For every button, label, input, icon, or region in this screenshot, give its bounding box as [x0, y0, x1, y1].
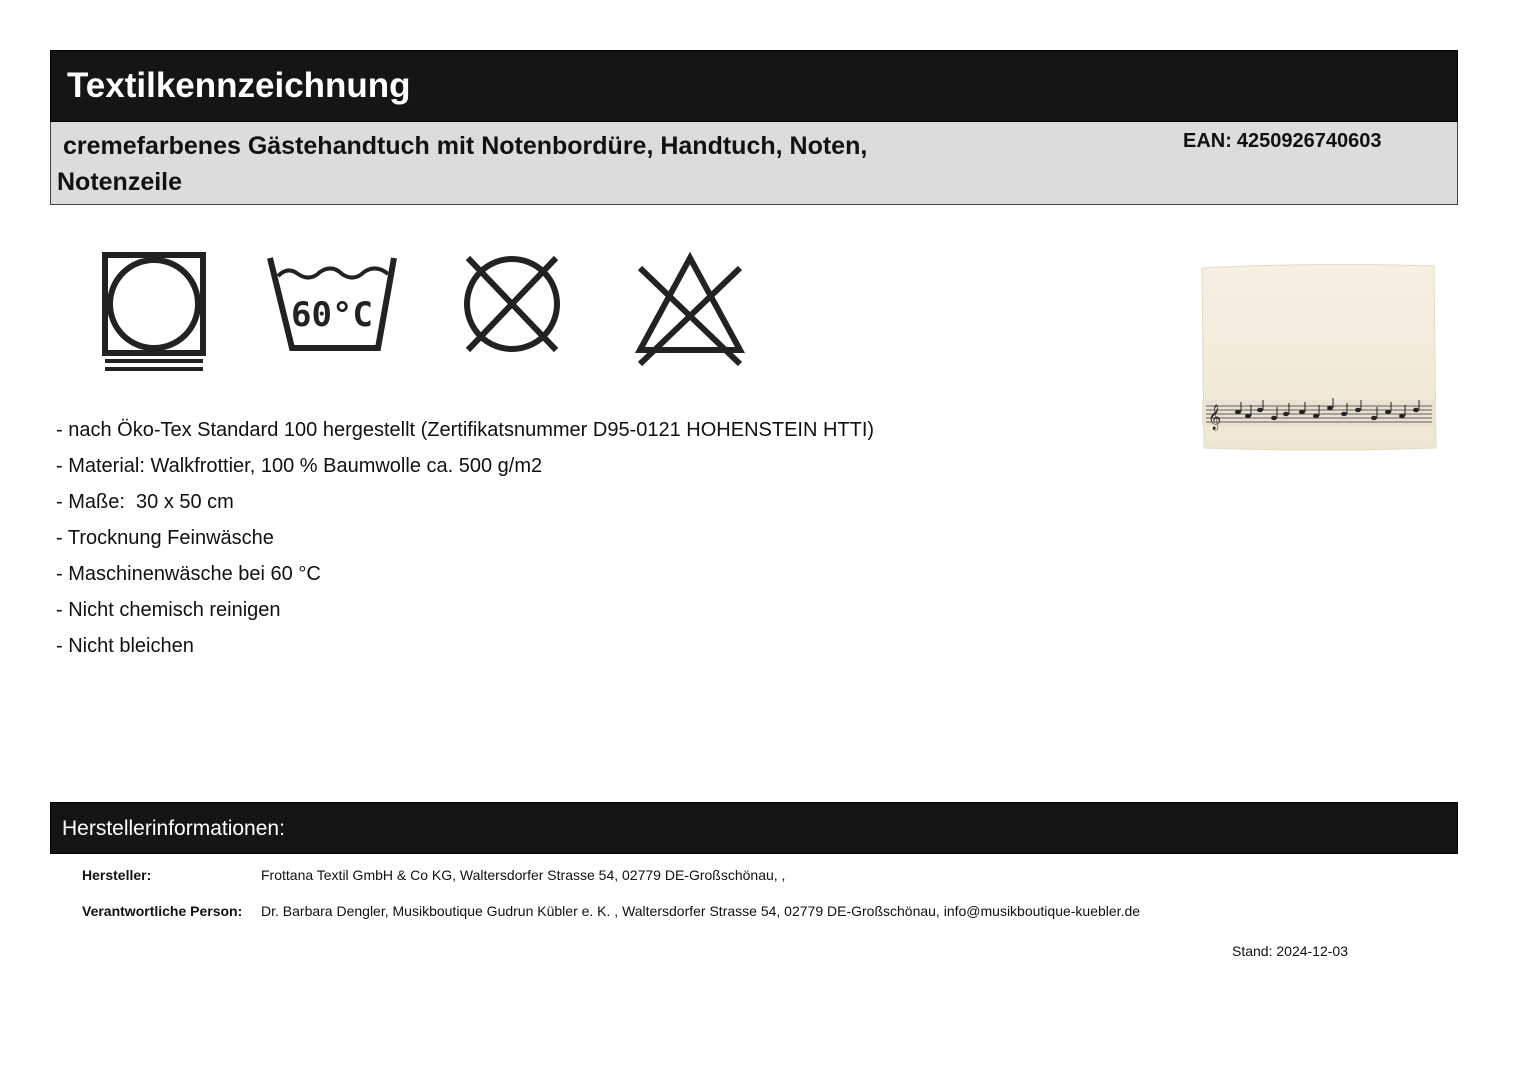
page-title: Textilkennzeichnung: [67, 66, 411, 105]
tumble-dry-gentle-icon: [100, 250, 208, 374]
feature-item: - nach Öko-Tex Standard 100 hergestellt (Zertifikatsnummer D95-0121 HOHENSTEIN HTTI): [56, 419, 875, 441]
machine-wash-60-icon: [264, 252, 400, 354]
title-bar: [50, 50, 1458, 122]
feature-item: - Nicht chemisch reinigen: [56, 599, 281, 621]
person-value: Dr. Barbara Dengler, Musikboutique Gudrun Kübler e. K. , Waltersdorfer Strasse 54, 02779 DE-Großschönau, info@musikboutique-kuebler.de: [261, 903, 1141, 919]
ean-label: EAN:: [1183, 130, 1232, 152]
manufacturer-heading: Herstellerinformationen:: [62, 817, 285, 840]
person-label: Verantwortliche Person:: [82, 903, 243, 919]
feature-list: [56, 412, 874, 664]
hersteller-label: Hersteller:: [82, 867, 152, 883]
ean-value: 4250926740603: [1236, 130, 1382, 152]
do-not-bleach-icon: [632, 252, 748, 368]
feature-item: - Maße: 30 x 50 cm: [56, 491, 234, 513]
do-not-dry-clean-icon: [458, 250, 566, 358]
manufacturer-header: [50, 802, 1458, 854]
feature-item: - Trocknung Feinwäsche: [56, 527, 274, 549]
product-image: [1198, 262, 1440, 454]
feature-item: - Material: Walkfrottier, 100 % Baumwolle ca. 500 g/m2: [56, 455, 543, 477]
hersteller-value: Frottana Textil GmbH & Co KG, Waltersdorfer Strasse 54, 02779 DE-Großschönau, ,: [261, 867, 786, 883]
ean-code: [1183, 130, 1382, 153]
feature-item: - Maschinenwäsche bei 60 °C: [56, 563, 321, 585]
product-header: [50, 122, 1458, 205]
svg-text:𝄞: 𝄞: [1208, 405, 1222, 430]
feature-item: - Nicht bleichen: [56, 635, 194, 657]
stand-date: Stand: 2024-12-03: [1232, 943, 1348, 959]
wash-temperature-label: 60°C: [291, 295, 373, 335]
product-name: cremefarbenes Gästehandtuch mit Notenbordüre, Handtuch, Noten, Notenzeile: [57, 132, 868, 196]
